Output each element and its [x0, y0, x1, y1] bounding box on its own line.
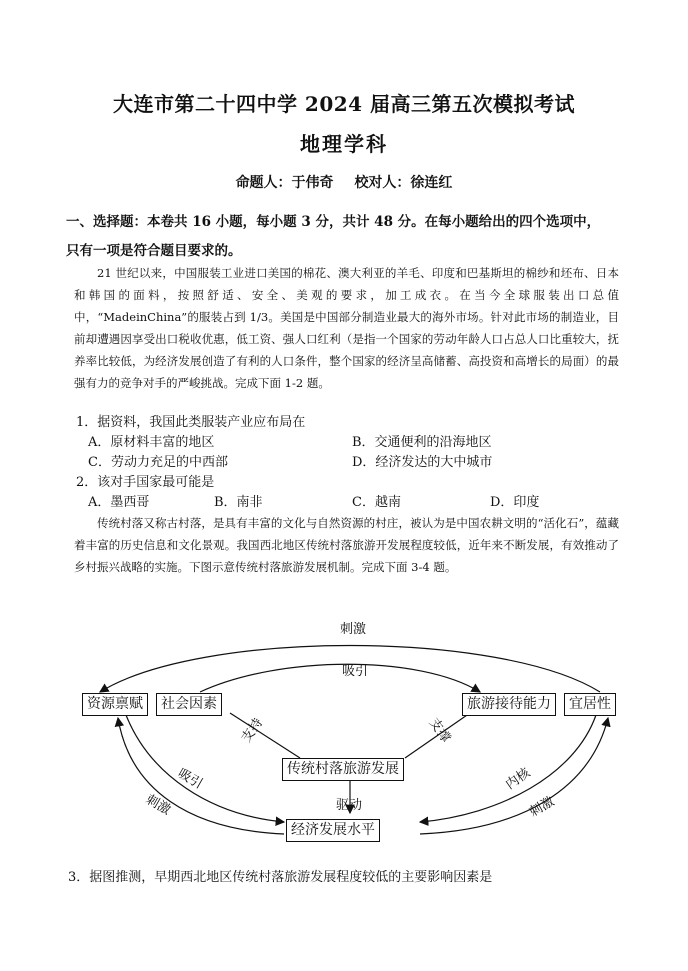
- box-social-factors: 社会因素: [156, 693, 222, 716]
- label-support-left: 支持: [239, 715, 267, 746]
- section-heading-line1: 一、选择题：本卷共 16 小题，每小题 3 分，共计 48 分。在每小题给出的四个选项中，: [66, 214, 601, 230]
- section-heading-line2: 只有一项是符合题目要求的。: [66, 243, 242, 259]
- exam-subject: 地理学科: [300, 132, 388, 156]
- question-2-option-a: A．墨西哥: [88, 495, 150, 510]
- question-3-stem: 3．据图推测，早期西北地区传统村落旅游发展程度较低的主要影响因素是: [68, 870, 493, 885]
- label-inner-core: 内核: [503, 765, 534, 793]
- arrow-attract-top: [200, 664, 480, 692]
- label-stimulate-left: 刺激: [142, 792, 174, 819]
- label-stimulate-right: 刺激: [526, 794, 558, 821]
- box-village-tourism: 传统村落旅游发展: [282, 758, 404, 781]
- label-stimulate-top: 刺激: [340, 622, 367, 637]
- question-1-option-d: D．经济发达的大中城市: [352, 455, 493, 470]
- box-livability: 宜居性: [564, 693, 616, 716]
- question-2-stem: 2．该对手国家最可能是: [76, 475, 215, 490]
- label-support-right: 支撑: [425, 715, 453, 746]
- proofreader: 校对人：徐连红: [354, 175, 453, 191]
- question-1-option-a: A．原材料丰富的地区: [88, 435, 215, 450]
- box-economy-level: 经济发展水平: [286, 819, 380, 842]
- passage-clothing-industry: 21 世纪以来，中国服装工业进口美国的棉花、澳大利亚的羊毛、印度和巴基斯坦的棉纱和坯布、日本和韩国的面料，按照舒适、安全、美观的要求，加工成衣。在当今全球服装出口总值中，“MadeinChina”的服装占到 1/3。美国是中国部分制造业最大的海外市场。针对此市场的制造业，目前却遭遇因享受出口税收优惠，低工资、强人口红利（是指一个国家的劳动年龄人口占总人口比重较大，抚养率比较低，为经济发展创造了有利的人口条件，整个国家的经济呈高储蓄、高投资和高增长的局面）的最强有力的竞争对手的严峻挑战。完成下面 1-2 题。: [74, 266, 619, 390]
- passage-traditional-villages: 传统村落又称古村落，是具有丰富的文化与自然资源的村庄，被认为是中国农耕文明的“活化石”，蕴藏着丰富的历史信息和文化景观。我国西北地区传统村落旅游开发展程度较低，近年来不断发展，有效推动了乡村振兴战略的实施。下图示意传统村落旅游发展机制。完成下面 3-4 题。: [74, 516, 619, 574]
- question-1-option-c: C．劳动力充足的中西部: [88, 455, 228, 470]
- question-1-option-b: B．交通便利的沿海地区: [352, 435, 492, 450]
- question-2-option-b: B．南非: [214, 495, 263, 510]
- box-tourism-capacity: 旅游接待能力: [462, 693, 556, 716]
- section-heading: [66, 208, 626, 266]
- box-resource-endowment: 资源禀赋: [82, 693, 148, 716]
- label-drive: 驱动: [336, 798, 363, 813]
- exam-title: 大连市第二十四中学 2024 届高三第五次模拟考试: [112, 92, 576, 116]
- question-2-option-c: C．越南: [352, 495, 401, 510]
- question-2-option-d: D．印度: [490, 495, 540, 510]
- tourism-mechanism-diagram: [60, 610, 640, 855]
- exam-authors: [0, 172, 688, 192]
- label-attract-top: 吸引: [342, 664, 369, 679]
- setter: 命题人：于伟奇: [235, 175, 334, 191]
- question-1-stem: 1．据资料，我国此类服装产业应布局在: [76, 415, 306, 430]
- label-attract-left: 吸引: [174, 766, 206, 793]
